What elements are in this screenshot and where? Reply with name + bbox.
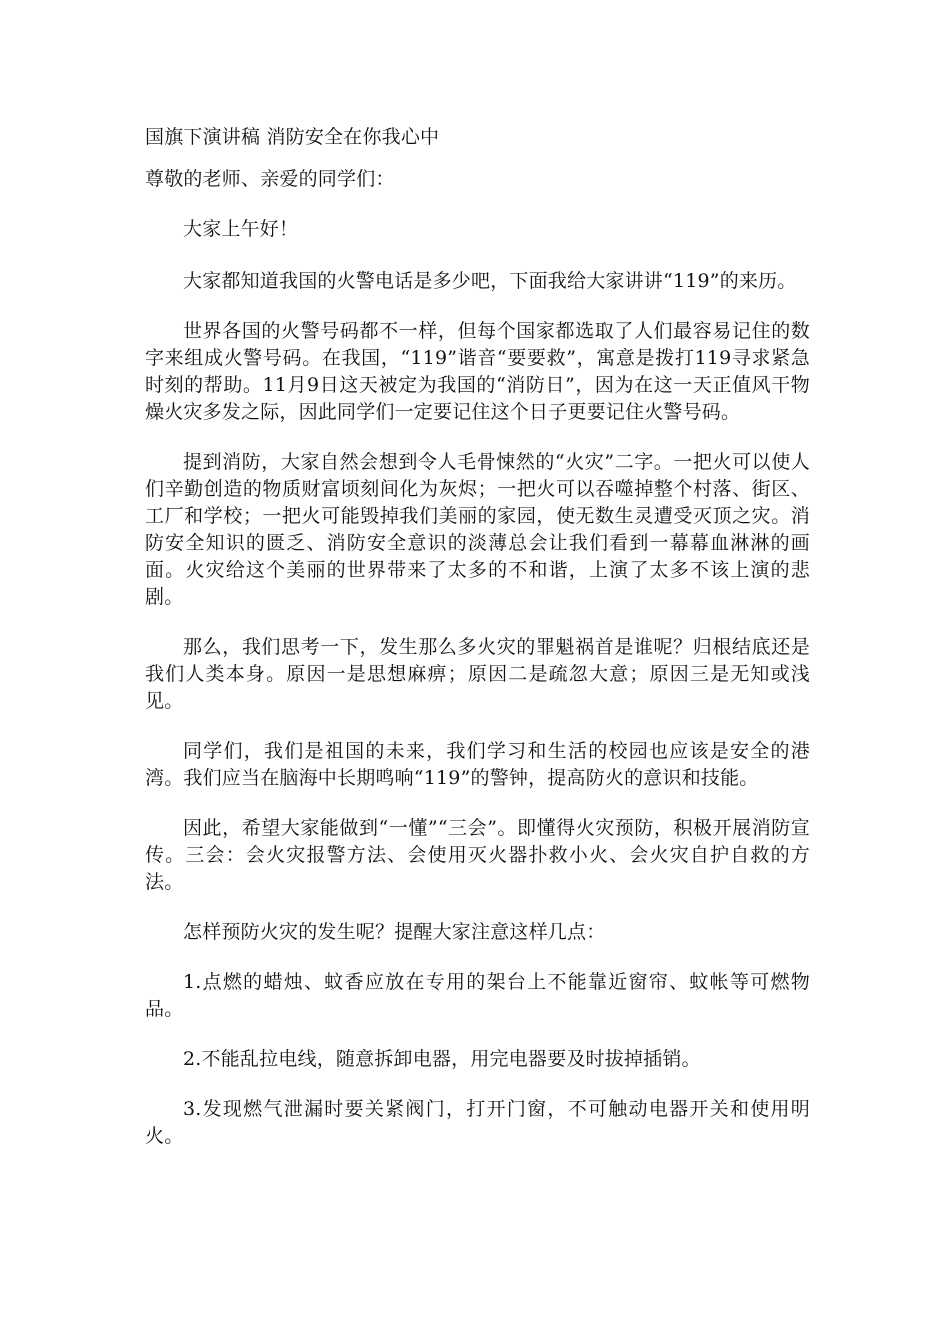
- paragraph-fire-disaster: 提到消防，大家自然会想到令人毛骨悚然的“火灾”二字。一把火可以使人们辛勤创造的物质财富顷刻间化为灰烬；一把火可以吞噬掉整个村落、街区、工厂和学校；一把火可能毁掉我们美丽的家园，使无数生灵遭受灭顶之灾。消防安全知识的匮乏、消防安全意识的淡薄总会让我们看到一幕幕血淋淋的画面。火灾给这个美丽的世界带来了太多的不和谐，上演了太多不该上演的悲剧。: [145, 451, 810, 608]
- paragraph-causes: 那么，我们思考一下，发生那么多火灾的罪魁祸首是谁呢？归根结底还是我们人类本身。原因一是思想麻痹；原因二是疏忽大意；原因三是无知或浅见。: [145, 636, 810, 712]
- list-item-candles: 1.点燃的蜡烛、蚊香应放在专用的架台上不能靠近窗帘、蚊帐等可燃物品。: [145, 971, 810, 1020]
- greeting: 大家上午好！: [183, 218, 299, 240]
- list-item-electricity: 2.不能乱拉电线，随意拆卸电器，用完电器要及时拔掉插销。: [183, 1048, 701, 1070]
- salutation: 尊敬的老师、亲爱的同学们：: [145, 168, 395, 190]
- paragraph-prevention-intro: 怎样预防火灾的发生呢？提醒大家注意这样几点：: [183, 921, 606, 943]
- document-body: [145, 118, 810, 1173]
- document-title: 国旗下演讲稿 消防安全在你我心中: [145, 126, 440, 148]
- paragraph-students: 同学们，我们是祖国的未来，我们学习和生活的校园也应该是安全的港湾。我们应当在脑海中长期鸣响“119”的警钟，提高防火的意识和技能。: [145, 740, 810, 789]
- paragraph-119-origin: 大家都知道我国的火警电话是多少吧，下面我给大家讲讲“119”的来历。: [183, 270, 797, 292]
- list-item-gas-leak: 3.发现燃气泄漏时要关紧阀门，打开门窗，不可触动电器开关和使用明火。: [145, 1098, 810, 1147]
- paragraph-one-understand-three-abilities: 因此，希望大家能做到“一懂”“三会”。即懂得火灾预防，积极开展消防宣传。三会：会火灾报警方法、会使用灭火器扑救小火、会火灾自护自救的方法。: [145, 817, 810, 893]
- paragraph-fire-number: 世界各国的火警号码都不一样，但每个国家都选取了人们最容易记住的数字来组成火警号码。在我国，“119”谐音“要要救”，寓意是拨打119寻求紧急时刻的帮助。11月9日这天被定为我国的“消防日”，因为在这一天正值风干物燥火灾多发之际，因此同学们一定要记住这个日子更要记住火警号码。: [145, 320, 810, 423]
